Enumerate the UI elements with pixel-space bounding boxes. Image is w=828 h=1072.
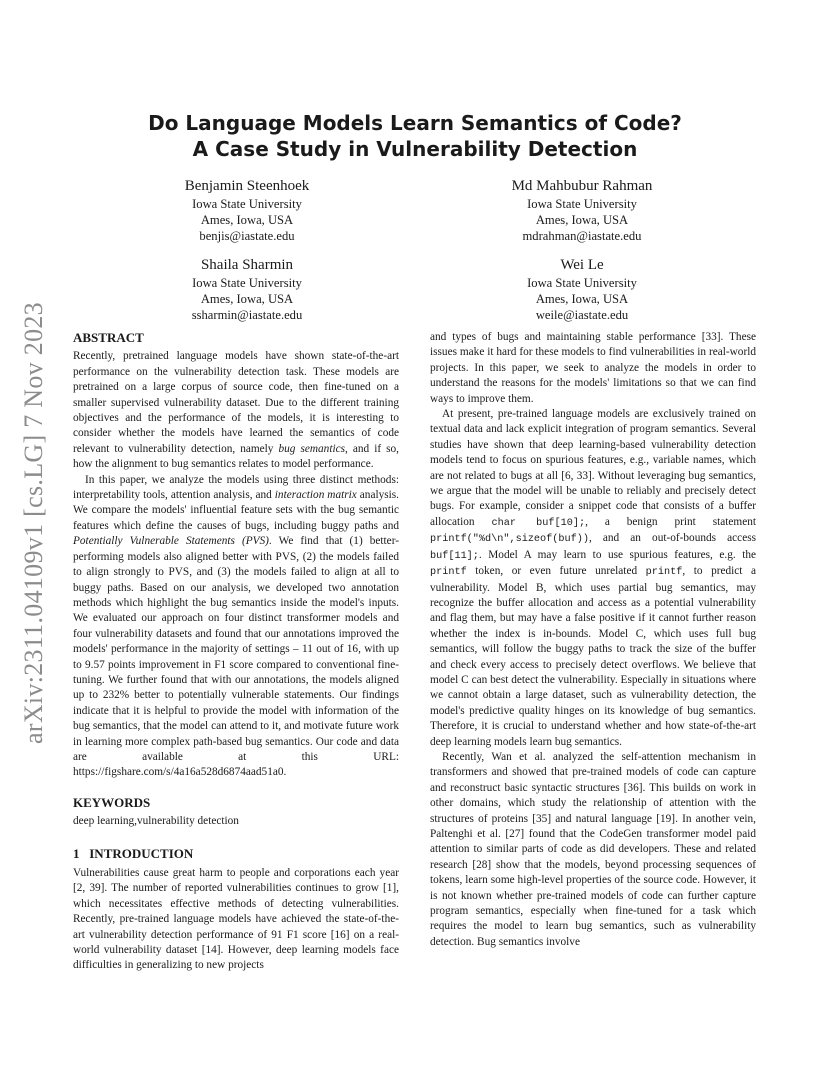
left-column xyxy=(73,330,399,974)
author-name: Md Mahbubur Rahman xyxy=(511,178,653,194)
intro-paragraph-1-continued: and types of bugs and maintaining stable performance [33]. These issues make it hard for these models to find vulnerabilities in real-world projects. In this paper, we seek to analyze the models in order to understand the reasons for the models' limitations so that we can find ways to improve them. xyxy=(430,331,756,405)
author-affiliation: Iowa State University xyxy=(527,197,637,211)
abstract-paragraph-2: In this paper, we analyze the models using three distinct methods: interpretability tools, attention analysis, and interaction matrix analysis. We compare the models' influential feature sets with the bug semantic features which define the causes of bugs, including buggy paths and Potentially Vulnerable Statements (PVS). We find that (1) better-performing models also aligned better with PVS, (2) the models failed to align strongly to PVS, and (3) the models failed to align at all to buggy paths. Based on our analysis, we developed two annotation methods which highlight the bug semantics inside the model's inputs. We evaluated our approach on four distinct transformer models and four vulnerability datasets and found that our annotations improved the models' performance in the majority of settings – 11 out of 16, with up to 9.57 points improvement in F1 score compared to conventional fine-tuning. We further found that with our annotations, the models aligned up to 232% better to potentially vulnerable statements. Our findings indicate that it is helpful to provide the model with information of the bug semantics, that the model can attend to it, and motivate future work in learning more complex path-based bug semantics. Our code and data are available at this URL: https://figshare.com/s/4a16a528d6874aad51a0. xyxy=(73,473,400,779)
author-affiliation: Iowa State University xyxy=(192,276,302,290)
author-block-4 xyxy=(452,255,712,324)
right-column xyxy=(430,330,756,950)
author-location: Ames, Iowa, USA xyxy=(200,213,294,228)
author-block-2 xyxy=(452,176,712,245)
author-name: Wei Le xyxy=(560,257,604,273)
arxiv-identifier: arXiv:2311.04109v1 [cs.LG] 7 Nov 2023 xyxy=(19,302,48,744)
author-location: Ames, Iowa, USA xyxy=(200,292,294,307)
intro-paragraph-3: Recently, Wan et al. analyzed the self-attention mechanism in transformers and showed that pre-trained models of code can capture and reconstruct basic syntactic structures [36]. This builds on work in other domains, which study the relationship of attention with the structures of proteins [35] and natural language [19]. In another vein, Paltenghi et al. [27] found that the CodeGen transformer model paid attention to similar parts of code as did developers. These and related research [28] show that the models, beyond processing sequences of tokens, learn some high-level properties of the source code. However, it is not known whether pre-trained models of code can further capture program semantics, especially when fine-tuned for a task which requires the model to learn bug semantics, such as vulnerability detection. Bug semantics involve xyxy=(430,750,756,948)
author-name: Benjamin Steenhoek xyxy=(184,178,310,194)
keywords-text: deep learning,vulnerability detection xyxy=(73,815,239,828)
author-email[interactable]: ssharmin@iastate.edu xyxy=(191,308,303,323)
arxiv-sidebar-stamp xyxy=(12,288,56,758)
intro-paragraph-2: At present, pre-trained language models are exclusively trained on textual data and lack explicit integration of program semantics. Several studies have shown that deep learning-based vulnerability detection models tend to focus on spurious features, e.g., variable names, which are not related to bugs at all [6, 33]. Without leveraging bug semantics, we argue that the model will be unable to reliably and precisely detect bugs. For example, consider a snippet code that consists of a buffer allocation char buf[10];, a benign print statement printf("%d\n",sizeof(buf)), and an out-of-bounds access buf[11];. Model A may learn to use spurious features, e.g. the printf token, or even future unrelated printf, to predict a vulnerability. Model B, which uses partial bug semantics, may recognize the buffer allocation and access as a potential vulnerability and flag them, but may have a false positive if it cannot further reason whether the index is in-bounds. Model C, which uses full bug semantics, will follow the buggy paths to track the size of the buffer and check every access to precisely detect overflows. We believe that model C can best detect the vulnerability. Especially in situations where we cannot obtain a large dataset, such as vulnerability detection, the model's predictive quality hinges on its knowledge of bug semantics. Therefore, it is crucial to understand whether and how state-of-the-art deep learning models learn bug semantics. xyxy=(430,408,757,748)
paper-title xyxy=(90,110,740,162)
author-location: Ames, Iowa, USA xyxy=(535,213,629,228)
author-location: Ames, Iowa, USA xyxy=(535,292,629,307)
abstract-heading: ABSTRACT xyxy=(73,330,144,345)
title-line-1: Do Language Models Learn Semantics of Code? xyxy=(148,111,682,135)
intro-paragraph-1: Vulnerabilities cause great harm to people and corporations each year [2, 39]. The number of reported vulnerabilities continues to grow [1], which necessitates effective methods of detecting vulnerabilities. Recently, pre-trained language models have achieved the state-of-the-art vulnerability detection performance of 91 F1 score [16] on a real-world vulnerability dataset [14]. However, deep learning models face difficulties in generalizing to new projects xyxy=(73,867,399,972)
author-affiliation: Iowa State University xyxy=(527,276,637,290)
author-name: Shaila Sharmin xyxy=(200,257,294,273)
author-block-1 xyxy=(117,176,377,245)
title-line-2: A Case Study in Vulnerability Detection xyxy=(192,137,638,161)
author-block-3 xyxy=(117,255,377,324)
abstract-paragraph-1: Recently, pretrained language models have shown state-of-the-art performance on the vulnerability detection task. These models are pretrained on a large corpus of source code, then fine-tuned on a smaller supervised vulnerability dataset. Due to the different training objectives and the performance of the models, it is interesting to consider whether the models have learned the semantics of code relevant to vulnerability detection, namely bug semantics, and if so, how the alignment to bug semantics relates to model performance. xyxy=(73,350,400,471)
author-email[interactable]: weile@iastate.edu xyxy=(535,308,629,323)
author-email[interactable]: benjis@iastate.edu xyxy=(199,229,295,244)
author-affiliation: Iowa State University xyxy=(192,197,302,211)
introduction-heading: 1 INTRODUCTION xyxy=(73,845,194,861)
author-email[interactable]: mdrahman@iastate.edu xyxy=(522,229,642,244)
keywords-heading: KEYWORDS xyxy=(73,794,151,810)
